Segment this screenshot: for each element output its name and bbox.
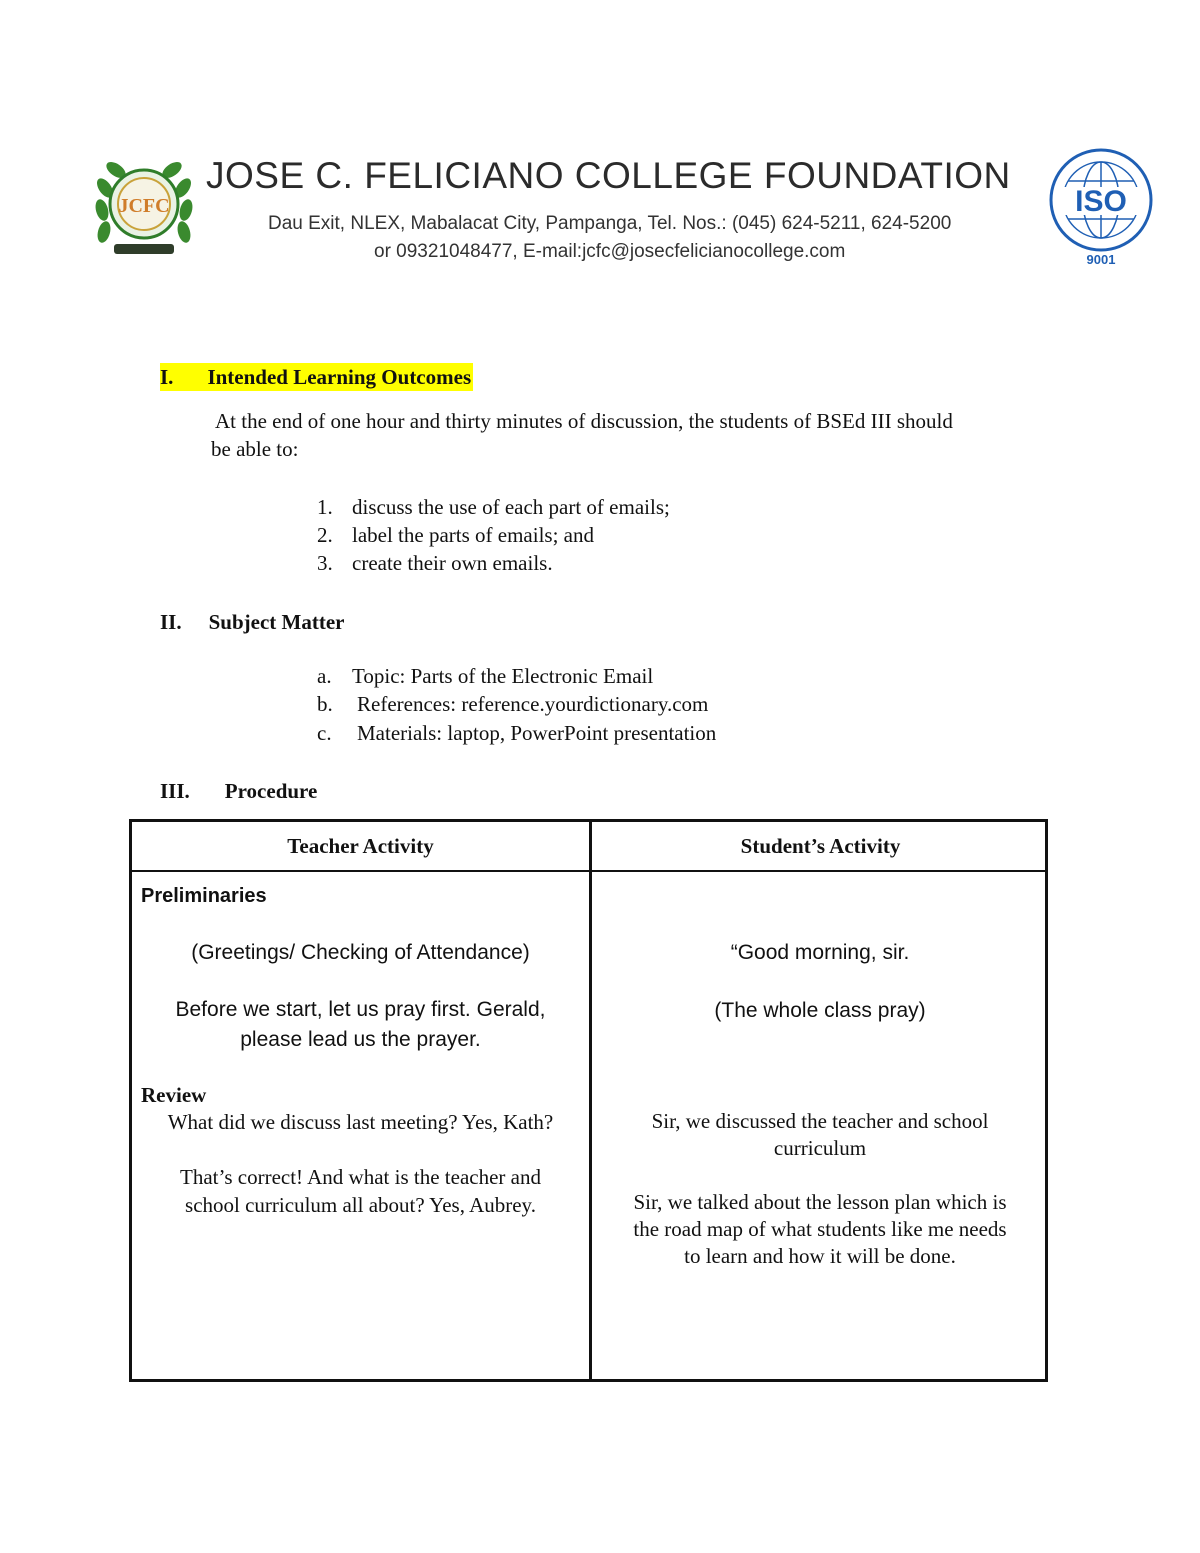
student-prayer: (The whole class pray) — [714, 999, 926, 1022]
ilo-item-number: 2. — [317, 523, 333, 547]
letterhead — [88, 145, 1158, 275]
teacher-question-1: What did we discuss last meeting? Yes, Kath? — [167, 1110, 554, 1134]
section-1-title: Intended Learning Outcomes — [207, 365, 472, 389]
svg-text:9001: 9001 — [1086, 252, 1116, 267]
section-2-numeral: II. — [160, 610, 182, 634]
svg-text:JCFC: JCFC — [118, 195, 170, 217]
ilo-item: label the parts of emails; and — [352, 523, 595, 547]
section-3-numeral: III. — [160, 779, 190, 803]
teacher-question-2-line-2: school curriculum all about? Yes, Aubrey. — [185, 1193, 536, 1217]
teacher-prayer-line-1: Before we start, let us pray first. Gerald, — [175, 998, 546, 1021]
school-address: Dau Exit, NLEX, Mabalacat City, Pampanga, Tel. Nos.: (045) 624-5211, 624-5200 — [268, 213, 952, 234]
school-name: JOSE C. FELICIANO COLLEGE FOUNDATION — [206, 155, 1011, 196]
column-divider — [589, 822, 592, 1379]
procedure-table — [129, 819, 1048, 1382]
subject-item: Topic: Parts of the Electronic Email — [352, 664, 654, 688]
section-1-numeral: I. — [160, 365, 174, 389]
ilo-intro-line-2: be able to: — [211, 437, 299, 461]
svg-text:ISO: ISO — [1075, 185, 1127, 218]
header-divider — [132, 870, 1045, 872]
student-answer-2-line-2: the road map of what students like me needs — [633, 1217, 1007, 1241]
teacher-greetings: (Greetings/ Checking of Attendance) — [191, 941, 530, 964]
subject-item: References: reference.yourdictionary.com — [357, 692, 709, 716]
ilo-item: discuss the use of each part of emails; — [352, 495, 670, 519]
subject-item-letter: a. — [317, 664, 332, 688]
school-contact: or 09321048477, E-mail:jcfc@josecfelicianocollege.com — [374, 241, 846, 262]
subject-item: Materials: laptop, PowerPoint presentation — [357, 721, 717, 745]
preliminaries-label: Preliminaries — [141, 885, 267, 907]
iso-9001-logo — [1046, 145, 1156, 270]
review-label: Review — [141, 1083, 207, 1107]
student-answer-1-line-2: curriculum — [773, 1136, 867, 1160]
teacher-activity-header: Teacher Activity — [287, 834, 434, 858]
ilo-item-number: 3. — [317, 551, 333, 575]
student-greeting: “Good morning, sir. — [730, 941, 910, 964]
subject-item-letter: c. — [317, 721, 332, 745]
student-answer-2-line-1: Sir, we talked about the lesson plan which is — [633, 1190, 1007, 1214]
student-answer-1-line-1: Sir, we discussed the teacher and school — [651, 1109, 989, 1133]
ilo-item-number: 1. — [317, 495, 333, 519]
section-3-title: Procedure — [224, 779, 318, 803]
subject-item-letter: b. — [317, 692, 333, 716]
section-2-title: Subject Matter — [208, 610, 345, 634]
ilo-intro-line-1: At the end of one hour and thirty minutes of discussion, the students of BSEd III should — [215, 409, 953, 433]
section-1-heading — [160, 365, 473, 390]
ilo-item: create their own emails. — [352, 551, 553, 575]
student-activity-header: Student’s Activity — [740, 834, 901, 858]
college-seal-logo — [88, 150, 200, 262]
student-answer-2-line-3: to learn and how it will be done. — [684, 1244, 956, 1268]
section-3-heading — [160, 779, 317, 804]
teacher-question-2-line-1: That’s correct! And what is the teacher and — [180, 1165, 541, 1189]
teacher-prayer-line-2: please lead us the prayer. — [240, 1028, 481, 1051]
section-2-heading — [160, 610, 344, 635]
